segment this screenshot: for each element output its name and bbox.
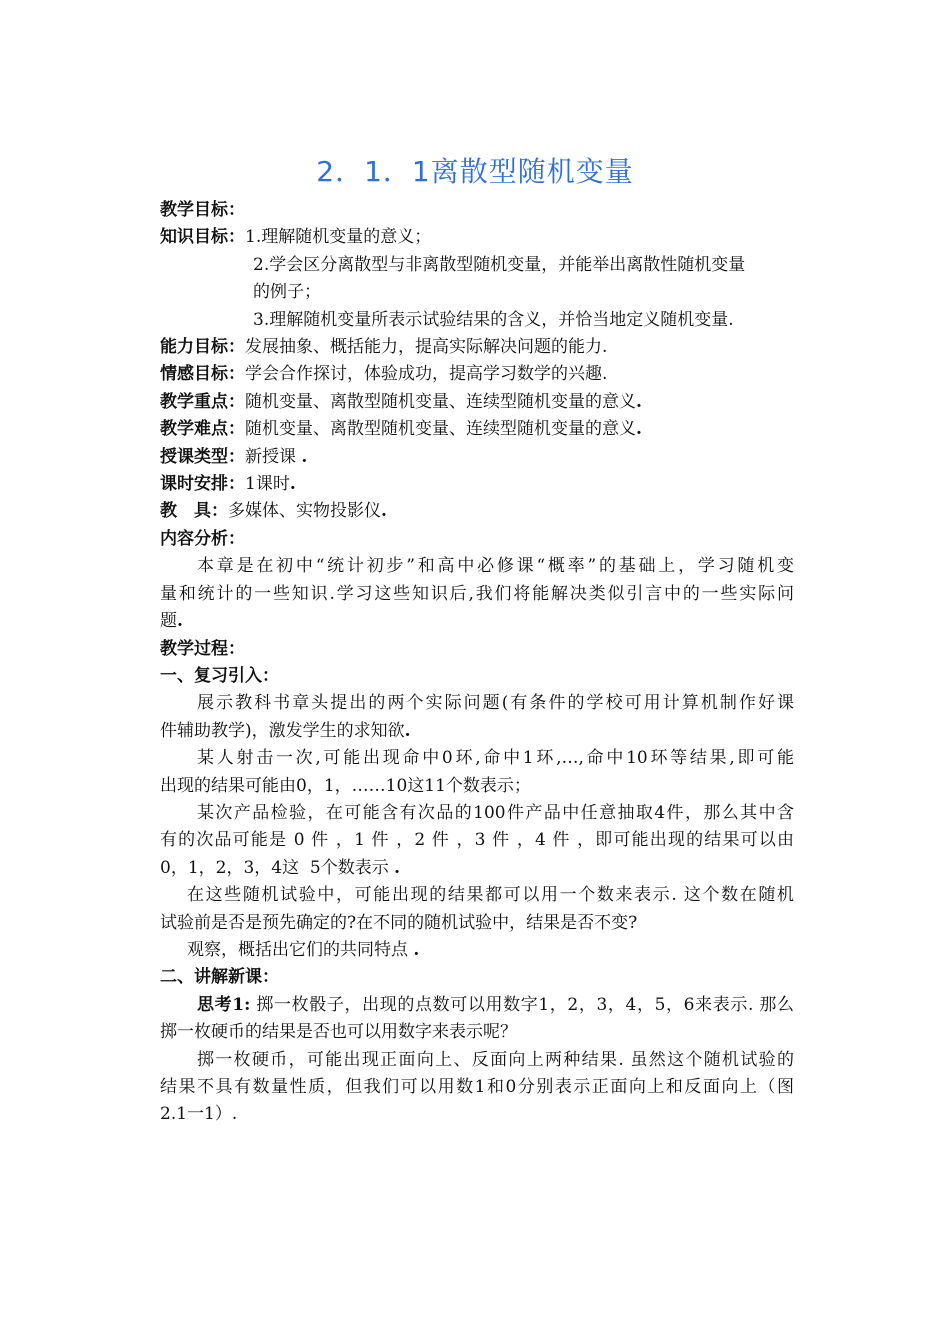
schedule-label: 课时安排： bbox=[160, 474, 245, 495]
goals-heading: 教学目标： bbox=[160, 200, 245, 220]
tools-label: 教 具： bbox=[160, 501, 228, 522]
emotion-text: 学会合作探讨，体验成功，提高学习数学的兴趣. bbox=[245, 364, 608, 385]
schedule-text: 1课时 bbox=[245, 474, 290, 495]
section-2-p1-line-3: 2.1一1）. bbox=[160, 1104, 238, 1125]
section-1-p2-line-2: 出现的结果可能由0，1，……10这11个数表示； bbox=[160, 775, 531, 796]
knowledge-label: 知识目标： bbox=[160, 227, 245, 248]
tools: 教 具：多媒体、实物投影仪. bbox=[160, 501, 387, 522]
section-1-heading: 一、复习引入： bbox=[160, 665, 279, 686]
knowledge-goal bbox=[160, 224, 794, 251]
key-point: 教学重点：随机变量、离散型随机变量、连续型随机变量的意义. bbox=[160, 391, 642, 412]
content-analysis-line-2: 量和统计的一些知识.学习这些知识后,我们将能解决类似引言中的一些实际问 bbox=[160, 583, 794, 604]
difficulty-text: 随机变量、离散型随机变量、连续型随机变量的意义 bbox=[245, 419, 636, 440]
section-1-p5: 观察，概括出它们的共同特点 . bbox=[187, 939, 420, 960]
ability-label: 能力目标： bbox=[160, 337, 245, 358]
emotion-label: 情感目标： bbox=[160, 364, 245, 385]
content-analysis-line-1: 本章是在初中“统计初步”和高中必修课“概率”的基础上，学习随机变 bbox=[197, 556, 794, 577]
content-analysis-label: 内容分析： bbox=[160, 528, 245, 549]
key-point-text: 随机变量、离散型随机变量、连续型随机变量的意义 bbox=[245, 391, 636, 412]
section-1-p4-line-1: 在这些随机试验中，可能出现的结果都可以用一个数来表示. 这个数在随机 bbox=[187, 885, 794, 906]
key-point-label: 教学重点： bbox=[160, 391, 245, 412]
section-1-p1-line-2: 件辅助教学)，激发学生的求知欲. bbox=[160, 720, 411, 741]
knowledge-item-1: 1.理解随机变量的意义； bbox=[245, 227, 432, 248]
lesson-type-text: 新授课 bbox=[245, 446, 302, 467]
section-2-think-line-1: 思考1: 掷一枚骰子，出现的点数可以用数字1，2，3，4，5，6来表示. 那么 bbox=[197, 994, 795, 1015]
knowledge-item-2-line-2: 的例子； bbox=[253, 282, 321, 303]
schedule: 课时安排：1课时. bbox=[160, 474, 296, 495]
page-title: 2．1．1离散型随机变量 bbox=[316, 155, 634, 188]
section-1-p2-line-1: 某人射击一次,可能出现命中0环,命中1环,…,命中10环等结果,即可能 bbox=[197, 748, 794, 769]
section-2-think-line-2: 掷一枚硬币的结果是否也可以用数字来表示呢？ bbox=[160, 1022, 517, 1043]
lesson-type-label: 授课类型： bbox=[160, 446, 245, 467]
difficulty: 教学难点：随机变量、离散型随机变量、连续型随机变量的意义. bbox=[160, 419, 642, 440]
section-2-p1-line-2: 结果不具有数量性质，但我们可以用数1和0分别表示正面向上和反面向上（图 bbox=[160, 1077, 794, 1097]
section-1-p3-line-2: 有的次品可能是 0 件 ，1 件 ，2 件 ，3 件 ，4 件 ，即可能出现的结果可以由 bbox=[160, 830, 794, 851]
lesson-type: 授课类型：新授课 . bbox=[160, 446, 308, 467]
ability-goal bbox=[160, 334, 794, 361]
document-body bbox=[160, 197, 794, 1129]
process-heading: 教学过程： bbox=[160, 638, 245, 659]
knowledge-item-3: 3.理解随机变量所表示试验结果的含义，并恰当地定义随机变量. bbox=[253, 309, 734, 330]
ability-text: 发展抽象、概括能力，提高实际解决问题的能力. bbox=[245, 337, 608, 358]
content-analysis-line-3: 题. bbox=[160, 611, 183, 632]
section-2-heading: 二、讲解新课： bbox=[160, 967, 279, 988]
section-1-p4-line-2: 试验前是否是预先确定的?在不同的随机试验中，结果是否不变? bbox=[160, 912, 638, 933]
section-1-p3-line-3: 0，1，2，3，4这 5个数表示 . bbox=[160, 857, 401, 878]
section-2-p1-line-1: 掷一枚硬币，可能出现正面向上、反面向上两种结果. 虽然这个随机试验的 bbox=[197, 1049, 794, 1070]
think-label: 思考1: bbox=[197, 994, 251, 1015]
tools-text: 多媒体、实物投影仪 bbox=[228, 501, 381, 522]
section-1-p3-line-1: 某次产品检验，在可能含有次品的100件产品中任意抽取4件，那么其中含 bbox=[197, 802, 794, 823]
knowledge-item-2-line-1: 2.学会区分离散型与非离散型随机变量，并能举出离散性随机变量 bbox=[253, 254, 746, 275]
section-1-p1-line-1: 展示教科书章头提出的两个实际问题(有条件的学校可用计算机制作好课 bbox=[197, 693, 794, 714]
emotion-goal bbox=[160, 361, 794, 388]
difficulty-label: 教学难点： bbox=[160, 419, 245, 440]
